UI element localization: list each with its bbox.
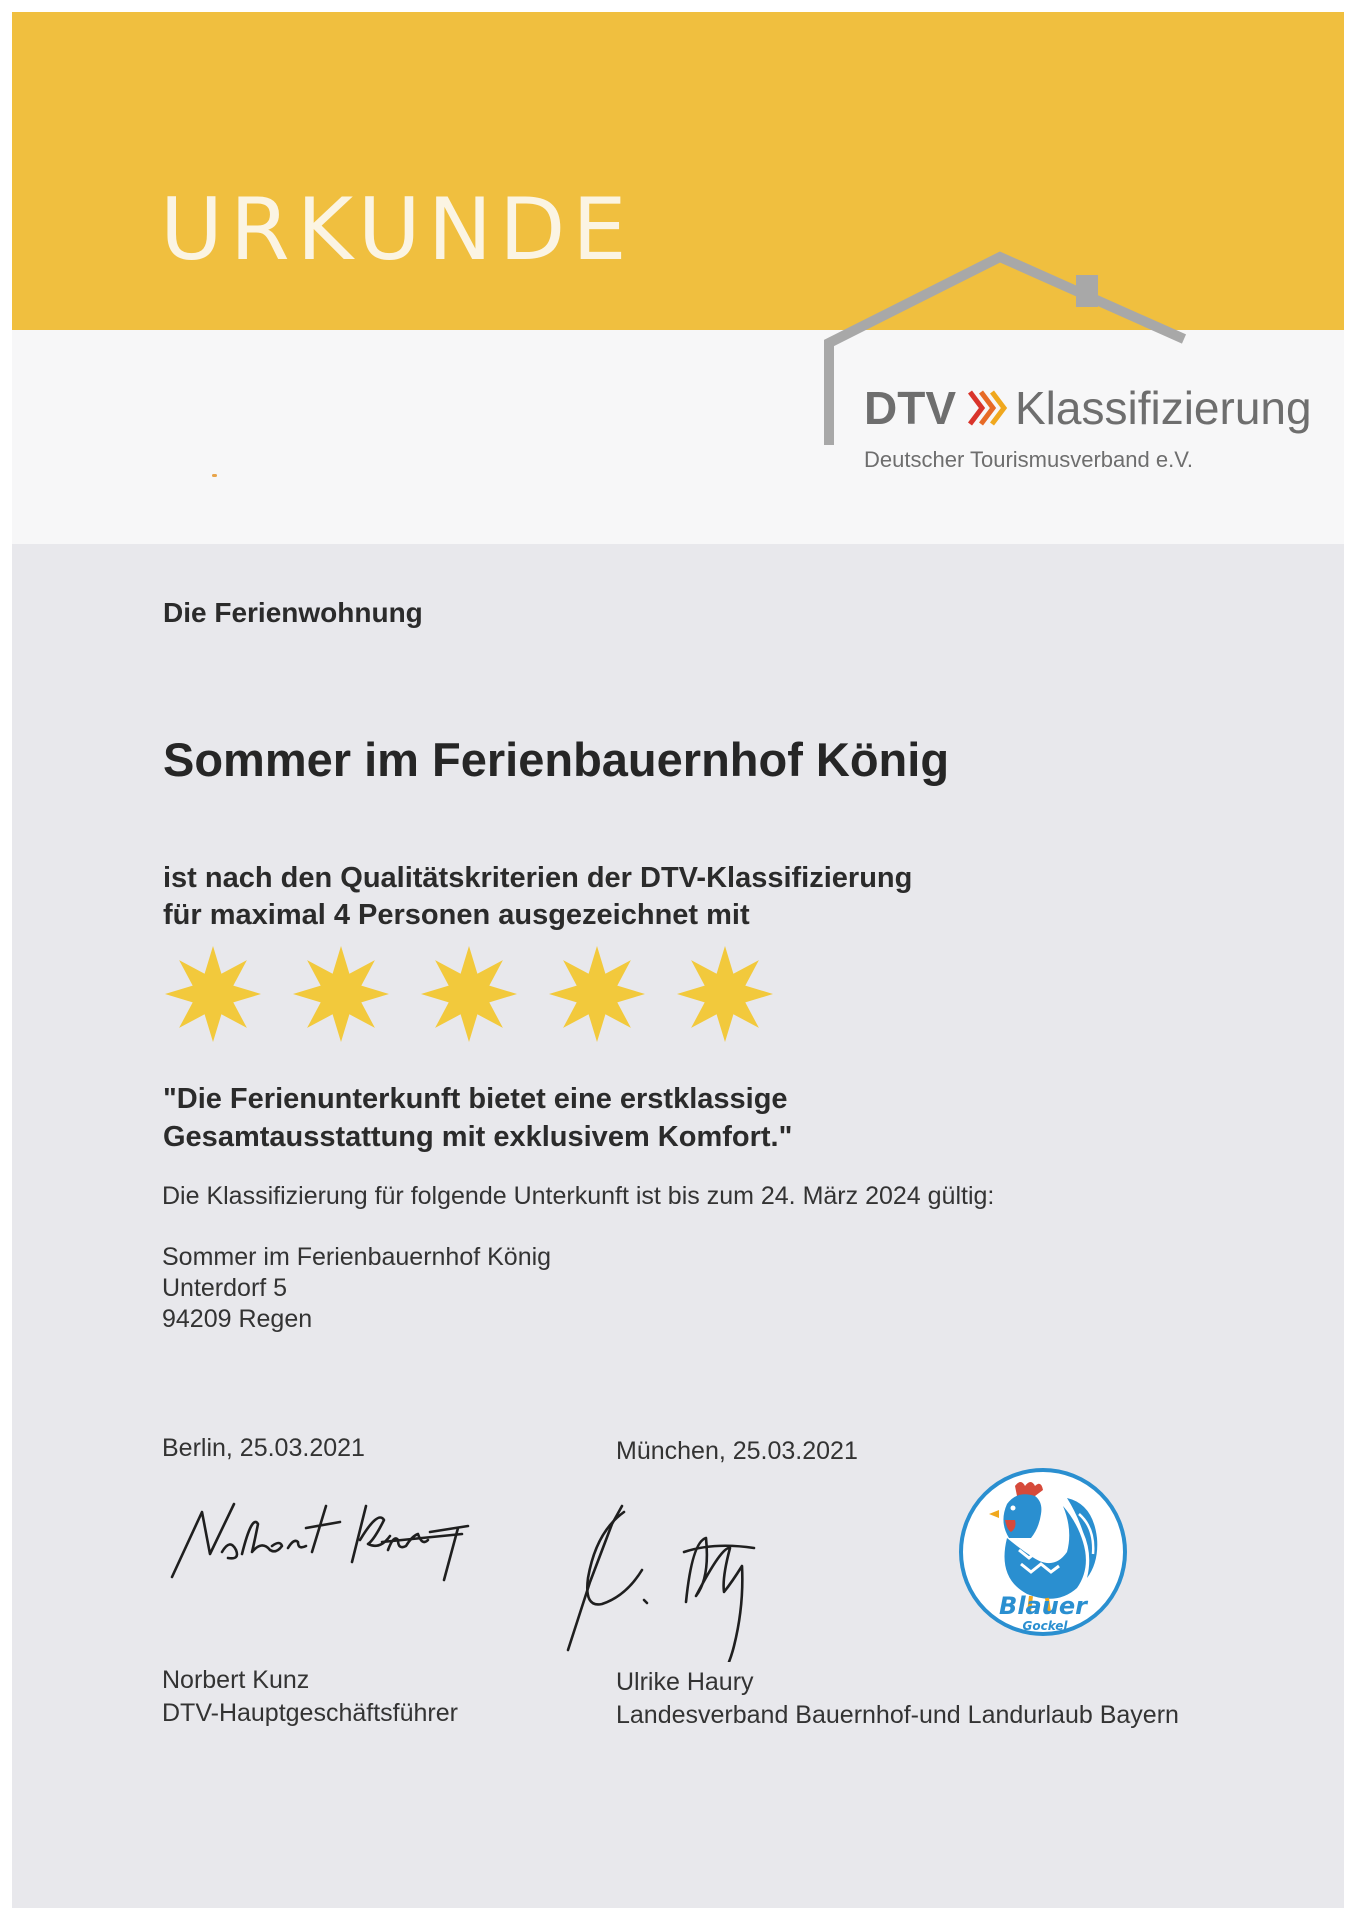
rating-star: [677, 946, 773, 1042]
rating-quote: [163, 1080, 792, 1156]
logo-text-gockel: Gockel: [1022, 1619, 1068, 1633]
address-city: 94209 Regen: [162, 1305, 313, 1333]
logo-text-blauer: Blauer: [999, 1592, 1087, 1620]
rating-star: [165, 946, 261, 1042]
signer-1-name: Norbert Kunz: [162, 1666, 310, 1694]
rating-star: [293, 946, 389, 1042]
brand-organisation: Deutscher Tourismusverband e.V.: [864, 447, 1193, 472]
certificate-sheet: [12, 12, 1344, 1908]
chevron-arrows-icon: [968, 386, 1010, 430]
quote-line-1: "Die Ferienunterkunft bietet eine erstklassige: [163, 1083, 788, 1115]
speck: [212, 474, 217, 477]
signer-1-role: DTV-Hauptgeschäftsführer: [162, 1699, 458, 1727]
criteria-text: [163, 860, 912, 934]
address-street: Unterdorf 5: [162, 1274, 288, 1302]
brand-name: Klassifizierung: [1015, 382, 1312, 434]
address-block: [162, 1242, 551, 1335]
place-date-berlin: Berlin, 25.03.2021: [162, 1434, 365, 1462]
address-name: Sommer im Ferienbauernhof König: [162, 1243, 552, 1271]
star-rating: [163, 942, 783, 1052]
signer-2: [616, 1666, 1179, 1732]
validity-text: Die Klassifizierung für folgende Unterkunft ist bis zum 24. März 2024 gültig:: [162, 1182, 995, 1210]
property-name: Sommer im Ferienbauernhof König: [163, 733, 950, 786]
place-date-muenchen: München, 25.03.2021: [616, 1437, 858, 1465]
signer-2-name: Ulrike Haury: [616, 1668, 754, 1696]
blauer-gockel-logo: [955, 1464, 1131, 1640]
signature-ulrike-haury: [560, 1472, 860, 1662]
signature-norbert-kunz: [162, 1482, 562, 1592]
certificate-title: URKUNDE: [160, 180, 634, 280]
signer-1: [162, 1664, 458, 1730]
signer-2-role: Landesverband Bauernhof-und Landurlaub Bayern: [616, 1701, 1179, 1729]
rating-star: [421, 946, 517, 1042]
criteria-line-1: ist nach den Qualitätskriterien der DTV-Klassifizierung: [163, 862, 913, 894]
rating-star: [549, 946, 645, 1042]
lead-text: Die Ferienwohnung: [163, 597, 423, 628]
quote-line-2: Gesamtausstattung mit exklusivem Komfort.": [163, 1121, 793, 1153]
criteria-line-2: für maximal 4 Personen ausgezeichnet mit: [163, 899, 750, 931]
brand-dtv: DTV: [864, 382, 956, 434]
